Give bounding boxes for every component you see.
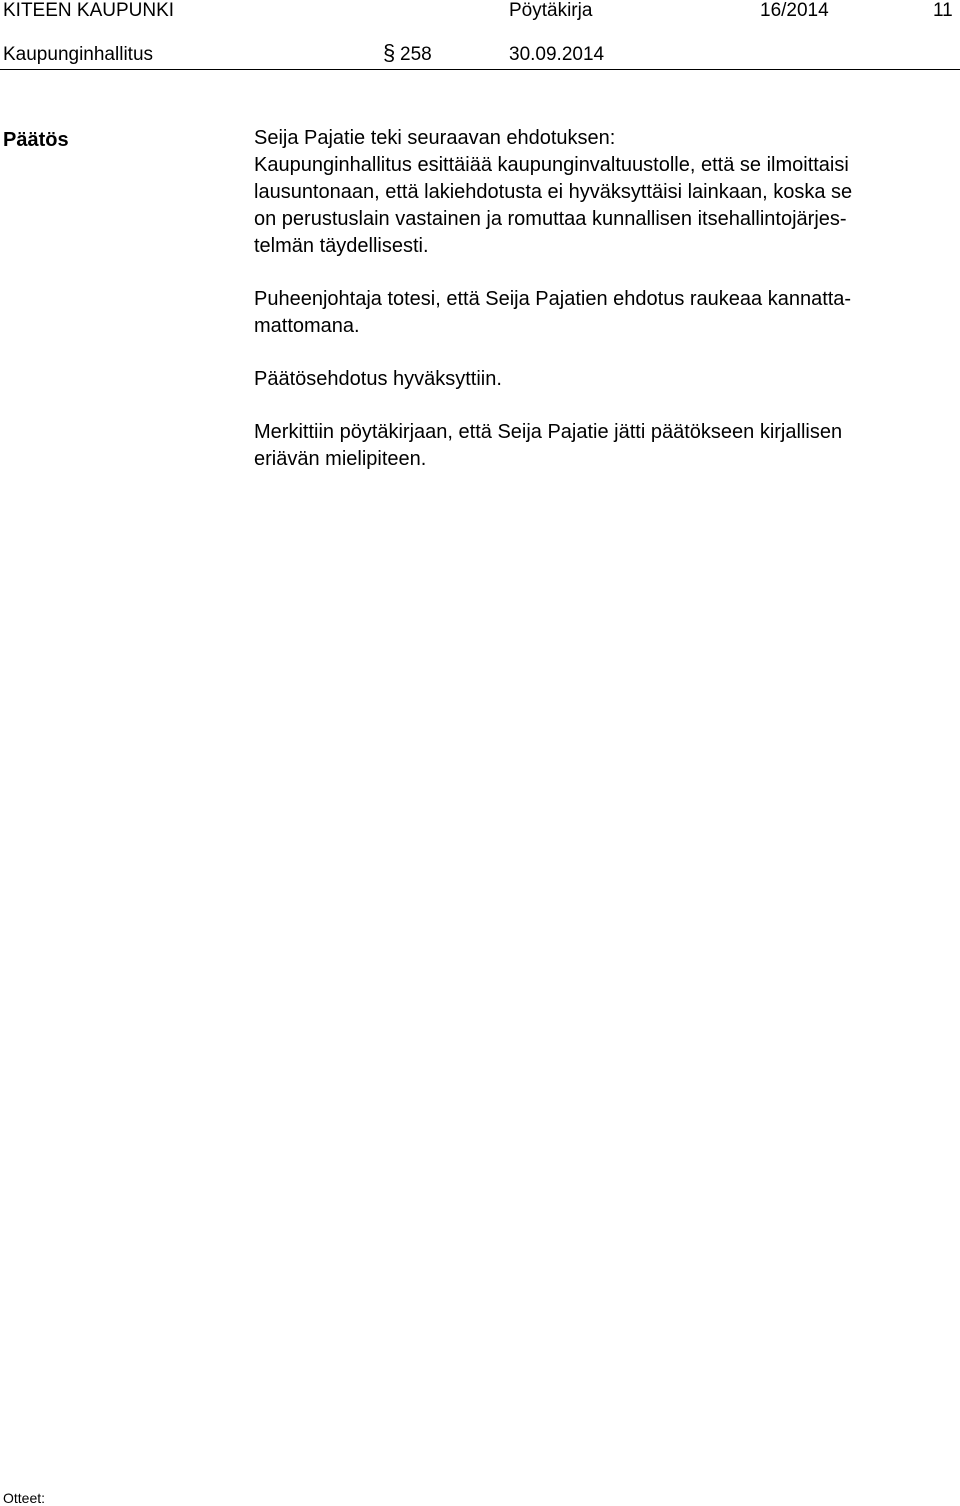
text-line: Kaupunginhallitus esittäiää kaupunginvaltuustolle, että se ilmoittaisi [254,154,849,176]
text-line: Seija Pajatie teki seuraavan ehdotuksen: [254,127,616,149]
meeting-date: 30.09.2014 [509,44,605,65]
footer-extracts-label: Otteet: [3,1490,46,1506]
text-line: eriävän mielipiteen. [254,448,427,470]
paragraph-chair-statement [254,286,954,340]
document-number: 16/2014 [760,0,829,21]
section-label-decision: Päätös [3,129,69,151]
text-line: Puheenjohtaja totesi, että Seija Pajatien ehdotus raukeaa kannatta- [254,288,852,310]
text-line: lausuntonaan, että lakiehdotusta ei hyväksyttäisi lainkaan, koska se [254,181,853,203]
paragraph-approval [254,366,954,393]
decision-body [254,125,954,499]
page-header-top [0,0,960,26]
header-divider [0,69,960,70]
page-header-meta [0,40,960,70]
section-sign-icon: § [383,40,396,65]
text-line: on perustuslain vastainen ja romuttaa kunnallisen itsehallintojärjes- [254,208,847,230]
governing-body: Kaupunginhallitus [3,44,154,65]
text-line: Merkittiin pöytäkirjaan, että Seija Pajatie jätti päätökseen kirjallisen [254,421,843,443]
text-line: telmän täydellisesti. [254,235,429,257]
page-number: 11 [933,0,953,21]
paragraph-proposal [254,125,954,260]
organization-name: KITEEN KAUPUNKI [3,0,175,21]
text-line: Päätösehdotus hyväksyttiin. [254,368,502,390]
document-type: Pöytäkirja [509,0,593,21]
paragraph-dissent-note [254,419,954,473]
text-line: mattomana. [254,315,360,337]
section-number: 258 [400,44,432,65]
